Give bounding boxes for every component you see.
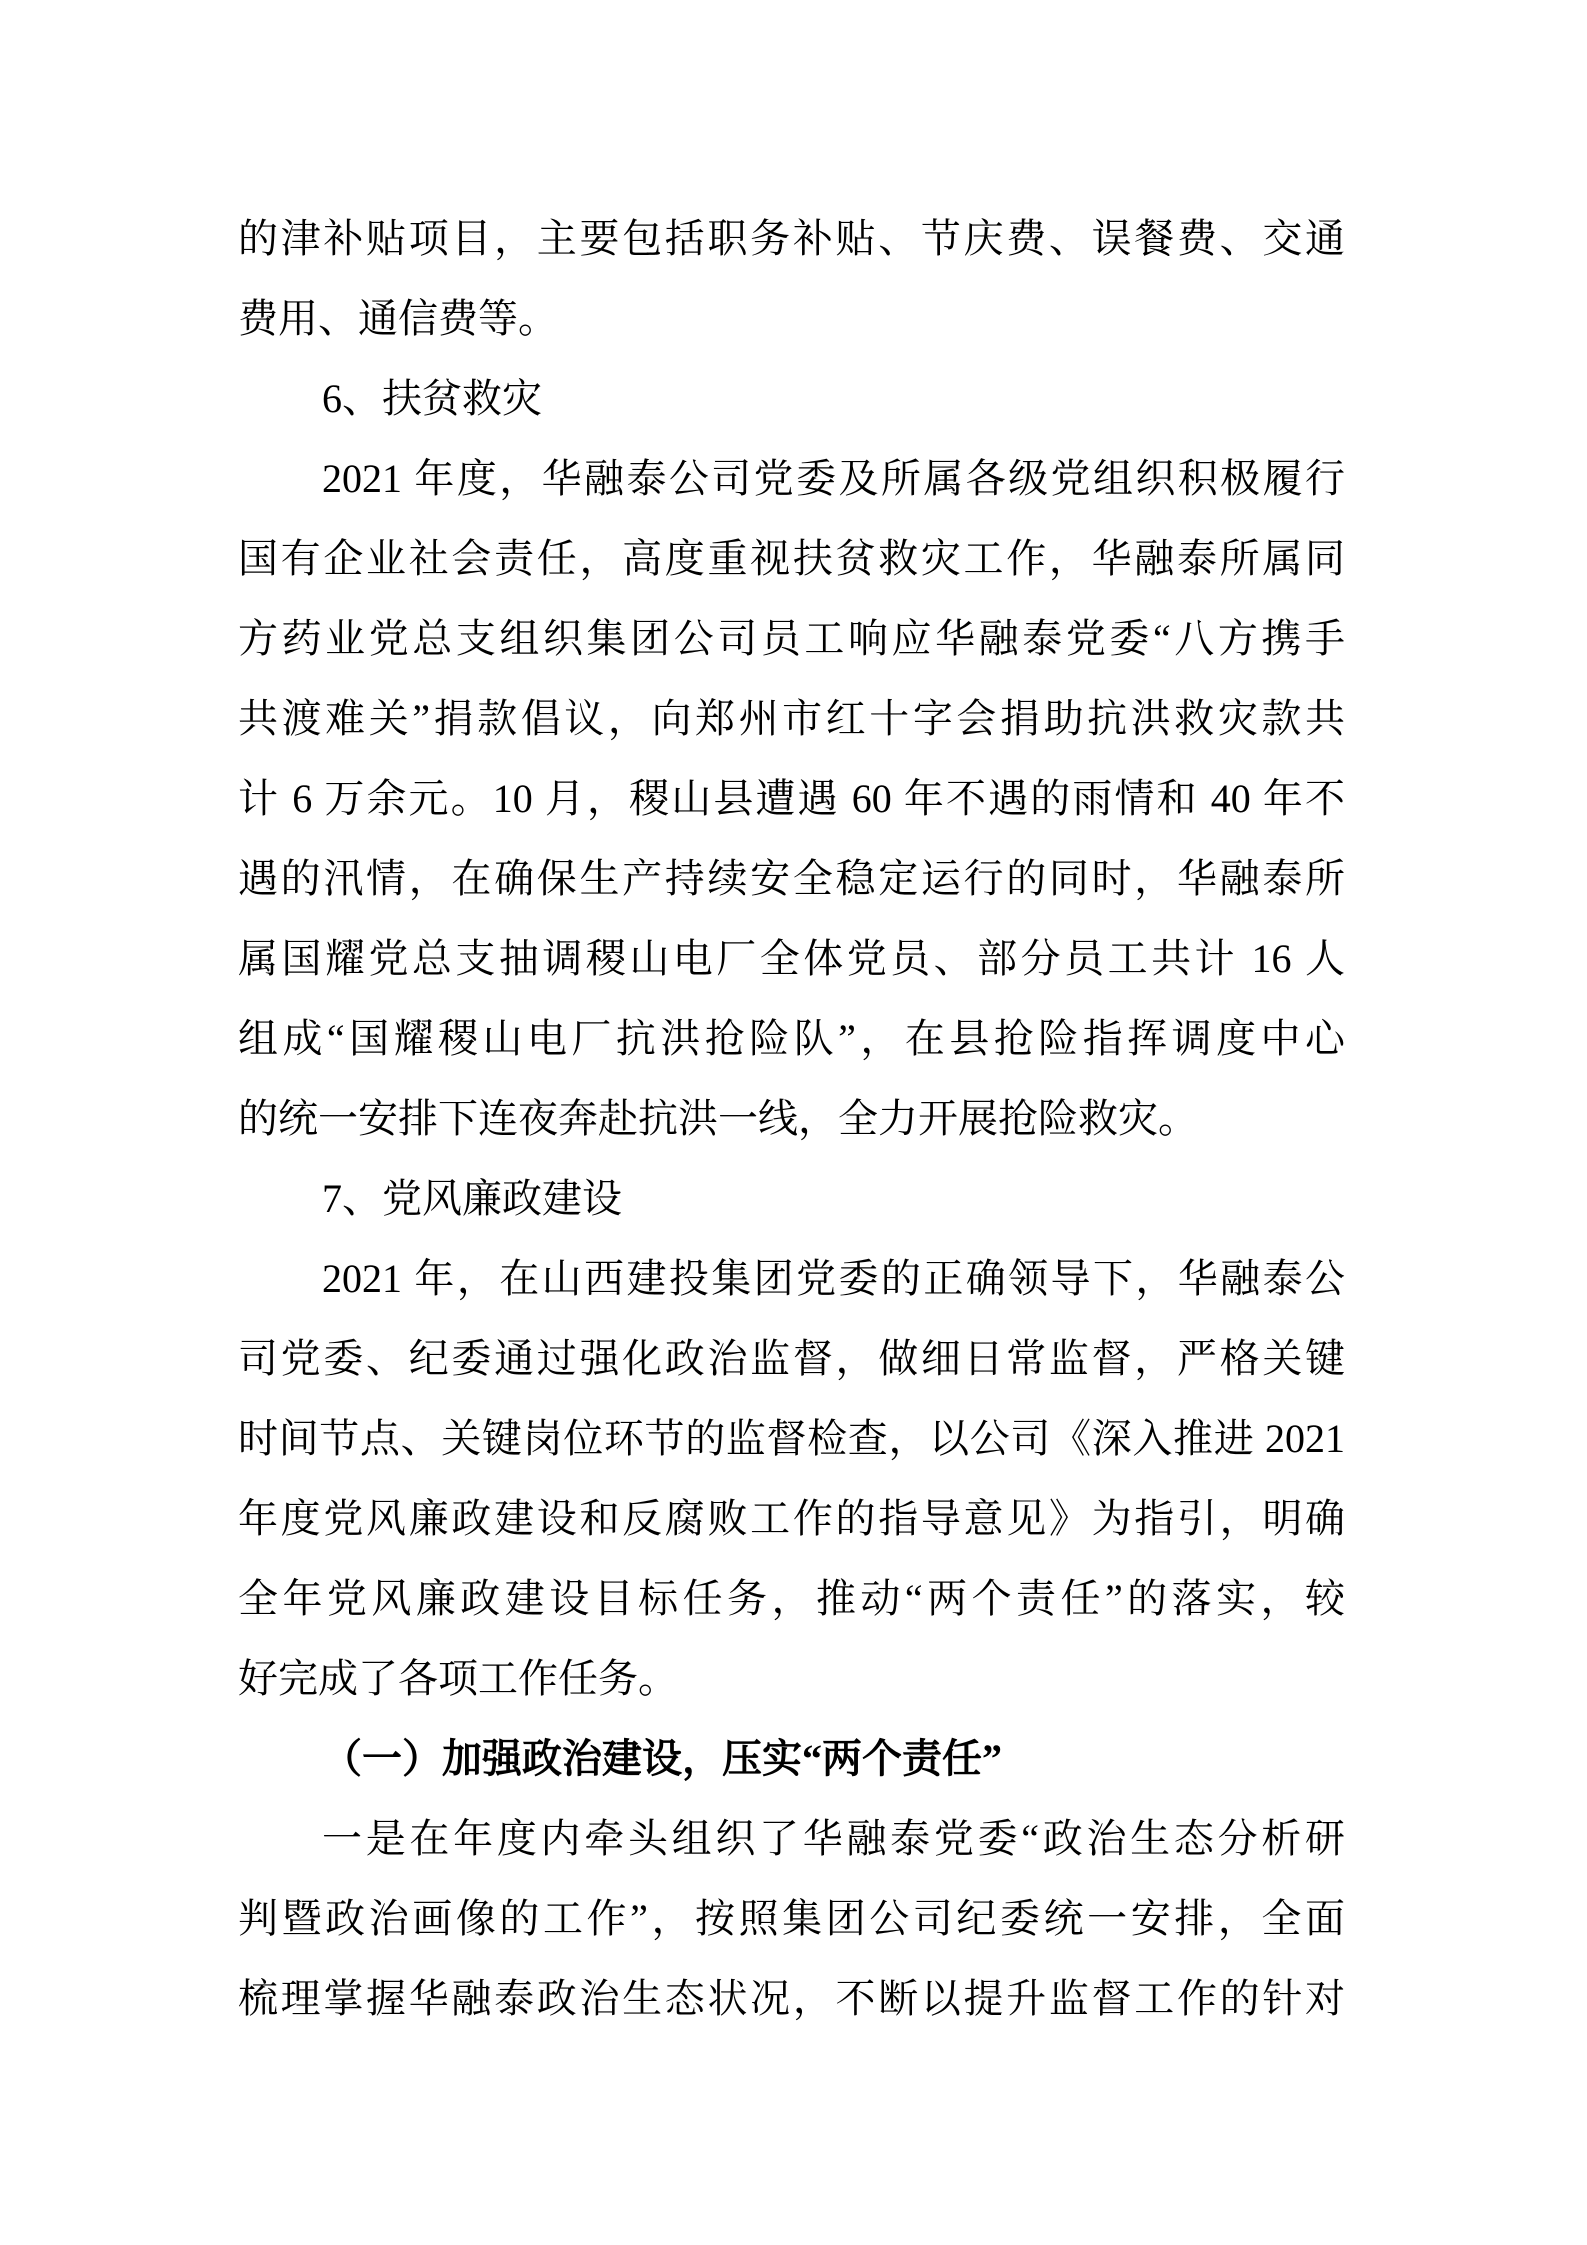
heading-line: （一）加强政治建设，压实“两个责任”: [322, 1736, 1002, 1781]
text-line: 年度党风廉政建设和反腐败工作的指导意见》为指引，明确: [238, 1496, 1345, 1541]
text-line: 全年党风廉政建设目标任务，推动“两个责任”的落实，较: [238, 1576, 1345, 1621]
text-line: 计 6 万余元。10 月，稷山县遭遇 60 年不遇的雨情和 40 年不: [238, 776, 1345, 821]
text-line: 方药业党总支组织集团公司员工响应华融泰党委“八方携手: [238, 616, 1345, 661]
text-line: 司党委、纪委通过强化政治监督，做细日常监督，严格关键: [238, 1336, 1345, 1381]
text-line: 国有企业社会责任，高度重视扶贫救灾工作，华融泰所属同: [238, 536, 1345, 581]
text-line: 的统一安排下连夜奔赴抗洪一线，全力开展抢险救灾。: [238, 1096, 1198, 1141]
text-line: 好完成了各项工作任务。: [238, 1656, 678, 1701]
heading-line: 6、扶贫救灾: [322, 376, 542, 421]
text-line: 费用、通信费等。: [238, 296, 558, 341]
text-line: 属国耀党总支抽调稷山电厂全体党员、部分员工共计 16 人: [238, 936, 1345, 981]
text-line: 组成“国耀稷山电厂抗洪抢险队”，在县抢险指挥调度中心: [238, 1016, 1345, 1061]
text-line: 2021 年，在山西建投集团党委的正确领导下，华融泰公: [322, 1256, 1345, 1301]
text-line: 时间节点、关键岗位环节的监督检查，以公司《深入推进 2021: [238, 1416, 1345, 1461]
text-line: 的津补贴项目，主要包括职务补贴、节庆费、误餐费、交通: [238, 216, 1345, 261]
text-line: 梳理掌握华融泰政治生态状况，不断以提升监督工作的针对: [238, 1976, 1345, 2021]
document-text: [238, 199, 1345, 2039]
text-line: 遇的汛情，在确保生产持续安全稳定运行的同时，华融泰所: [238, 856, 1345, 901]
text-line: 2021 年度，华融泰公司党委及所属各级党组织积极履行: [322, 456, 1345, 501]
text-line: 一是在年度内牵头组织了华融泰党委“政治生态分析研: [322, 1816, 1345, 1861]
heading-line: 7、党风廉政建设: [322, 1176, 622, 1221]
text-line: 共渡难关”捐款倡议，向郑州市红十字会捐助抗洪救灾款共: [238, 696, 1345, 741]
text-line: 判暨政治画像的工作”，按照集团公司纪委统一安排，全面: [238, 1896, 1345, 1941]
